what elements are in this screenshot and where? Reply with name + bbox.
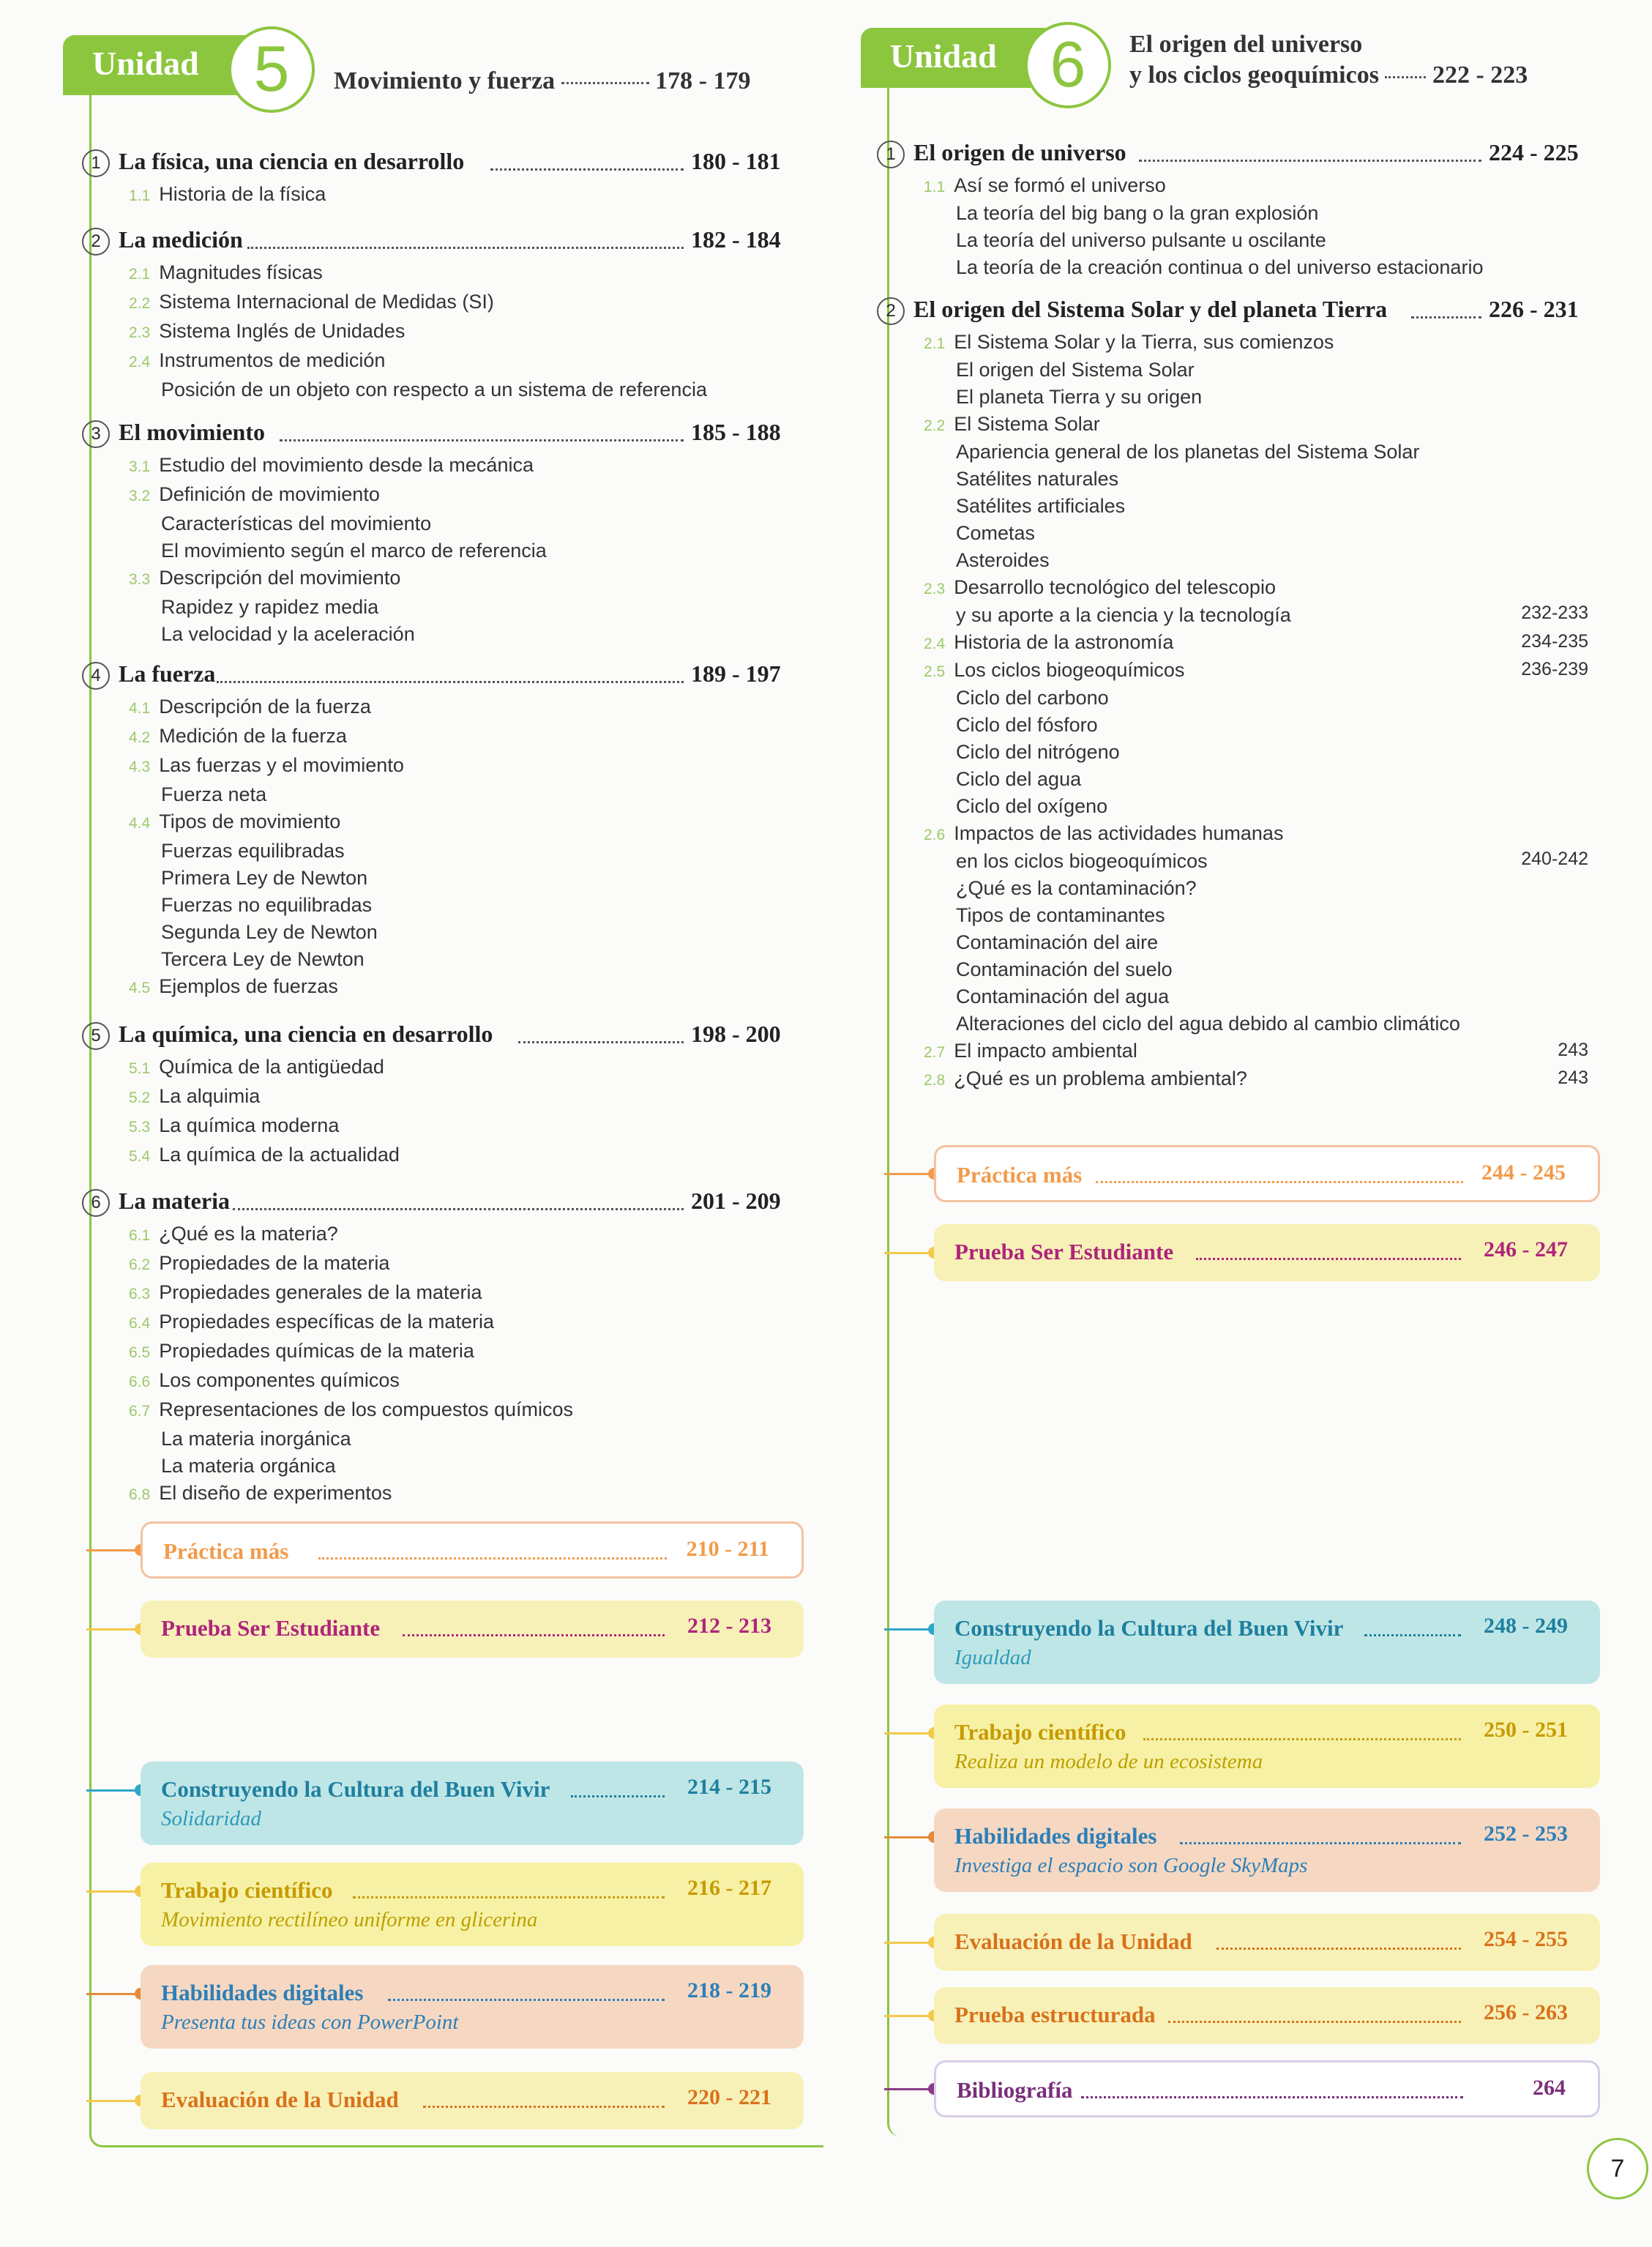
subsection-title: Definición de movimiento — [159, 483, 380, 505]
subsection-title: Química de la antigüedad — [159, 1056, 384, 1078]
subsection[interactable] — [129, 1281, 482, 1304]
unit6-number: 6 — [1025, 22, 1111, 108]
subsection[interactable] — [924, 174, 1166, 197]
subsection[interactable] — [129, 1252, 389, 1275]
subsection-number: 4.3 — [129, 759, 151, 775]
unit5-title-pages: 178 - 179 — [655, 67, 751, 94]
subsection-item[interactable]: Fuerzas equilibradas — [161, 840, 345, 862]
subsection-number: 3.2 — [129, 488, 151, 504]
subsection-item[interactable]: Ciclo del fósforo — [956, 714, 1098, 736]
subsection-number: 6.4 — [129, 1315, 151, 1332]
section-box-subtitle: Realiza un modelo de un ecosistema — [954, 1750, 1263, 1773]
subsection-item[interactable]: La materia orgánica — [161, 1455, 336, 1477]
unit6-title-line1: El origen del universo — [1129, 31, 1363, 58]
subsection-title: ¿Qué es un problema ambiental? — [954, 1067, 1247, 1089]
subsection-title: Desarrollo tecnológico del telescopio — [954, 576, 1276, 598]
subsection-title: Así se formó el universo — [954, 174, 1166, 196]
subsection-title: Las fuerzas y el movimiento — [159, 754, 404, 776]
subsection[interactable] — [924, 1067, 1247, 1090]
chapter-pages: 180 - 181 — [691, 148, 781, 174]
section-box-pages: 212 - 213 — [687, 1614, 771, 1638]
subsection-item[interactable]: La teoría del universo pulsante u oscilante — [956, 229, 1326, 251]
chapter-pages: 198 - 200 — [691, 1021, 781, 1047]
subsection-title: Los ciclos biogeoquímicos — [954, 659, 1185, 681]
subsection-title: La química moderna — [159, 1114, 340, 1136]
subsection[interactable] — [129, 725, 347, 748]
subsection-item[interactable]: Alteraciones del ciclo del agua debido al cambio climático — [956, 1013, 1460, 1035]
subsection[interactable] — [924, 1040, 1137, 1062]
chapter-title[interactable]: El origen del Sistema Solar y del planeta Tierra — [913, 296, 1388, 322]
section-box-trabajo[interactable] — [141, 1863, 804, 1946]
subsection-item[interactable]: El origen del Sistema Solar — [956, 359, 1195, 381]
unit6-title-text: y los ciclos geoquímicos — [1129, 62, 1379, 89]
section-box-trabajo[interactable] — [934, 1704, 1600, 1788]
subsection-title: Propiedades específicas de la materia — [159, 1311, 494, 1333]
section-box-biblio[interactable] — [934, 2060, 1600, 2117]
subsection-number: 2.3 — [924, 581, 946, 597]
subsection[interactable] — [924, 413, 1100, 436]
subsection-item[interactable]: Ciclo del oxígeno — [956, 795, 1108, 817]
subsection-title: Los componentes químicos — [159, 1369, 400, 1391]
subsection[interactable] — [129, 811, 340, 833]
unit5-number: 5 — [228, 26, 315, 113]
section-box-eval2[interactable] — [934, 1987, 1600, 2044]
subsection[interactable] — [924, 659, 1184, 682]
subsection-pages: 236-239 — [1521, 659, 1588, 679]
subsection-number: 4.1 — [129, 700, 151, 717]
subsection-title: Representaciones de los compuestos químicos — [159, 1398, 574, 1420]
section-box-habil[interactable] — [934, 1808, 1600, 1892]
subsection[interactable] — [129, 183, 326, 206]
chapter-number-badge: 5 — [82, 1022, 110, 1050]
section-box-prueba[interactable] — [934, 1224, 1600, 1281]
subsection-title: Estudio del movimiento desde la mecánica — [159, 454, 534, 476]
subsection-item[interactable]: Ciclo del nitrógeno — [956, 741, 1120, 763]
subsection-pages: 243 — [1558, 1040, 1588, 1060]
subsection-number: 6.2 — [129, 1256, 151, 1273]
subsection-title: La química de la actualidad — [159, 1144, 400, 1166]
unit5-label: Unidad — [92, 45, 199, 82]
section-box-label: Trabajo científico — [954, 1719, 1126, 1745]
chapter-number-badge: 4 — [82, 662, 110, 690]
subsection-number: 2.1 — [129, 266, 151, 283]
section-box-eval[interactable] — [141, 2072, 804, 2129]
dot-leader — [1364, 1634, 1461, 1636]
section-box-habil[interactable] — [141, 1965, 804, 2049]
dot-leader — [353, 1896, 665, 1898]
subsection-item[interactable]: La materia inorgánica — [161, 1428, 351, 1450]
chapter-title[interactable]: La física, una ciencia en desarrollo — [119, 148, 465, 174]
subsection-item[interactable]: La teoría del big bang o la gran explosión — [956, 202, 1319, 224]
subsection-title: Instrumentos de medición — [159, 349, 386, 371]
subsection[interactable] — [924, 331, 1334, 354]
subsection-title: El Sistema Solar y la Tierra, sus comienzos — [954, 331, 1334, 353]
subsection-item[interactable]: Asteroides — [956, 549, 1050, 571]
subsection[interactable] — [129, 1482, 392, 1505]
subsection-number: 1.1 — [129, 187, 151, 204]
chapter-number-badge: 2 — [877, 297, 905, 325]
chapter-title[interactable]: El movimiento — [119, 419, 265, 445]
subsection[interactable] — [924, 822, 1283, 845]
subsection-item[interactable]: Características del movimiento — [161, 513, 432, 534]
subsection-number: 6.7 — [129, 1403, 151, 1420]
chapter-pages: 224 - 225 — [1489, 139, 1579, 165]
subsection-number: 2.5 — [924, 663, 946, 680]
dot-leader — [1168, 2021, 1461, 2023]
subsection-title: Medición de la fuerza — [159, 725, 347, 747]
section-box-pages: 256 - 263 — [1484, 2000, 1568, 2024]
section-box-label: Evaluación de la Unidad — [161, 2087, 399, 2112]
subsection-item[interactable]: El planeta Tierra y su origen — [956, 386, 1203, 408]
dot-leader — [1411, 316, 1481, 318]
chapter-title[interactable]: La medición — [119, 226, 243, 253]
dot-leader — [1196, 1258, 1461, 1260]
section-box-subtitle: Movimiento rectilíneo uniforme en glicerina — [161, 1908, 538, 1931]
subsection[interactable] — [129, 349, 385, 372]
section-box-label: Práctica más — [957, 1162, 1083, 1188]
subsection-item[interactable]: ¿Qué es la contaminación? — [956, 877, 1197, 899]
section-box-pages: 216 - 217 — [687, 1876, 771, 1900]
subsection-item[interactable]: Fuerza neta — [161, 783, 267, 805]
subsection-title: El Sistema Solar — [954, 413, 1100, 435]
subsection-number: 2.1 — [924, 335, 946, 352]
subsection[interactable] — [129, 1340, 474, 1363]
dot-leader — [1139, 160, 1481, 162]
section-box-label: Habilidades digitales — [161, 1980, 364, 2005]
subsection[interactable] — [129, 320, 405, 343]
section-box-subtitle: Solidaridad — [161, 1807, 261, 1830]
subsection-item[interactable]: Rapidez y rapidez media — [161, 596, 379, 618]
subsection-number: 3.3 — [129, 571, 151, 588]
chapter-pages: 182 - 184 — [691, 226, 781, 253]
subsection-number: 4.2 — [129, 729, 151, 746]
section-box-practica[interactable] — [141, 1521, 804, 1579]
subsection-item[interactable]: Apariencia general de los planetas del Sistema Solar — [956, 441, 1420, 463]
dot-leader — [1081, 2096, 1463, 2098]
subsection-title: Sistema Internacional de Medidas (SI) — [159, 291, 494, 313]
subsection-number: 4.5 — [129, 980, 151, 996]
subsection-item[interactable]: La velocidad y la aceleración — [161, 623, 415, 645]
section-box-buen[interactable] — [934, 1601, 1600, 1684]
dot-leader — [388, 1999, 665, 2001]
subsection-title: El impacto ambiental — [954, 1040, 1137, 1062]
dot-leader — [518, 1041, 684, 1043]
subsection-item[interactable]: Satélites artificiales — [956, 495, 1126, 517]
subsection[interactable] — [129, 1085, 260, 1108]
dot-leader — [280, 439, 684, 441]
section-box-subtitle: Presenta tus ideas con PowerPoint — [161, 2011, 459, 2034]
subsection-title: Descripción de la fuerza — [159, 696, 371, 718]
subsection-number: 6.1 — [129, 1227, 151, 1244]
subsection[interactable] — [129, 291, 494, 313]
dot-leader — [217, 681, 684, 683]
chapter-title[interactable]: La química, una ciencia en desarrollo — [119, 1021, 493, 1047]
chapter-number-badge: 6 — [82, 1189, 110, 1217]
page-number: 7 — [1587, 2138, 1648, 2199]
subsection[interactable] — [129, 1056, 384, 1078]
subsection-item[interactable]: Satélites naturales — [956, 468, 1119, 490]
subsection[interactable] — [129, 754, 404, 777]
subsection-title: Historia de la astronomía — [954, 631, 1174, 653]
subsection[interactable] — [924, 576, 1276, 599]
subsection-number: 6.6 — [129, 1374, 151, 1390]
subsection-number: 2.3 — [129, 324, 151, 341]
section-box-buen[interactable] — [141, 1762, 804, 1845]
section-box-pages: 254 - 255 — [1484, 1927, 1568, 1951]
section-box-label: Trabajo científico — [161, 1877, 333, 1903]
subsection-item[interactable]: Segunda Ley de Newton — [161, 921, 378, 943]
subsection-item[interactable]: Posición de un objeto con respecto a un sistema de referencia — [161, 379, 707, 400]
subsection-number: 2.4 — [129, 354, 151, 370]
chapter-number-badge: 1 — [877, 141, 905, 168]
subsection[interactable] — [129, 975, 338, 998]
subsection-number: 4.4 — [129, 815, 151, 832]
section-box-prueba[interactable] — [141, 1601, 804, 1658]
subsection[interactable] — [129, 1311, 494, 1333]
chapter-title[interactable]: La materia — [119, 1188, 230, 1214]
subsection-number: 6.5 — [129, 1344, 151, 1361]
subsection-number: 2.2 — [129, 295, 151, 312]
subsection[interactable] — [129, 1223, 338, 1245]
chapter-title[interactable]: El origen de universo — [913, 139, 1126, 165]
subsection-item[interactable]: Ciclo del carbono — [956, 687, 1109, 709]
subsection-title: El diseño de experimentos — [159, 1482, 392, 1504]
subsection-number: 6.8 — [129, 1486, 151, 1503]
section-box-pages: 250 - 251 — [1484, 1718, 1568, 1742]
section-box-label: Evaluación de la Unidad — [954, 1929, 1192, 1954]
section-box-subtitle: Investiga el espacio son Google SkyMaps — [954, 1854, 1308, 1877]
subsection-title: Historia de la física — [159, 183, 326, 205]
subsection-number: 2.2 — [924, 417, 946, 434]
subsection-title: La alquimia — [159, 1085, 261, 1107]
subsection-title: Sistema Inglés de Unidades — [159, 320, 405, 342]
subsection-item[interactable]: El movimiento según el marco de referencia — [161, 540, 547, 562]
section-box-label: Construyendo la Cultura del Buen Vivir — [161, 1776, 550, 1802]
subsection-item[interactable]: Contaminación del agua — [956, 985, 1170, 1007]
subsection-number: 3.1 — [129, 458, 151, 475]
subsection[interactable] — [129, 483, 380, 506]
dot-leader — [247, 247, 684, 249]
subsection-item[interactable]: Fuerzas no equilibradas — [161, 894, 373, 916]
subsection-number: 5.4 — [129, 1148, 151, 1165]
dot-leader — [490, 168, 684, 171]
subsection[interactable] — [129, 454, 534, 477]
subsection[interactable] — [129, 1369, 400, 1392]
subsection[interactable] — [129, 1114, 339, 1137]
chapter-pages: 185 - 188 — [691, 419, 781, 445]
section-box-pages: 246 - 247 — [1484, 1237, 1568, 1262]
subsection-title: Propiedades generales de la materia — [159, 1281, 482, 1303]
section-box-practica[interactable] — [934, 1145, 1600, 1202]
section-box-pages: 248 - 249 — [1484, 1614, 1568, 1638]
subsection[interactable] — [129, 261, 323, 284]
dot-leader — [1385, 76, 1426, 78]
section-box-pages: 214 - 215 — [687, 1775, 771, 1799]
subsection-title: ¿Qué es la materia? — [159, 1223, 338, 1245]
subsection-item[interactable]: y su aporte a la ciencia y la tecnología — [956, 604, 1291, 626]
section-box-label: Prueba Ser Estudiante — [954, 1239, 1174, 1264]
chapter-number-badge: 2 — [82, 228, 110, 256]
section-box-pages: 244 - 245 — [1481, 1160, 1566, 1185]
subsection-pages: 232-233 — [1521, 603, 1588, 623]
subsection-number: 1.1 — [924, 179, 946, 195]
section-box-label: Habilidades digitales — [954, 1823, 1157, 1849]
dot-leader — [1096, 1181, 1463, 1183]
section-box-label: Construyendo la Cultura del Buen Vivir — [954, 1615, 1344, 1641]
chapter-pages: 226 - 231 — [1489, 296, 1579, 322]
section-box-label: Prueba estructurada — [954, 2002, 1156, 2027]
section-box-pages: 220 - 221 — [687, 2085, 771, 2109]
unit6-title-pages: 222 - 223 — [1432, 62, 1528, 89]
dot-leader — [561, 82, 649, 84]
dot-leader — [1143, 1738, 1461, 1740]
subsection[interactable] — [924, 631, 1173, 654]
section-box-pages: 252 - 253 — [1484, 1822, 1568, 1846]
subsection-number: 2.6 — [924, 827, 946, 843]
subsection-title: Ejemplos de fuerzas — [159, 975, 338, 997]
subsection-title: Tipos de movimiento — [159, 811, 341, 832]
section-box-pages: 264 — [1533, 2076, 1566, 2100]
unit6-label: Unidad — [890, 37, 997, 75]
subsection-title: Descripción del movimiento — [159, 567, 401, 589]
dot-leader — [403, 1634, 665, 1636]
subsection-item[interactable]: Tipos de contaminantes — [956, 904, 1165, 926]
subsection-item[interactable]: en los ciclos biogeoquímicos — [956, 850, 1208, 872]
subsection[interactable] — [129, 567, 400, 589]
chapter-title[interactable]: La fuerza — [119, 660, 216, 687]
subsection-number: 2.7 — [924, 1044, 946, 1061]
unit6-title[interactable] — [1129, 62, 1528, 89]
subsection-item[interactable]: Contaminación del aire — [956, 931, 1159, 953]
chapter-pages: 189 - 197 — [691, 660, 781, 687]
subsection-title: Propiedades de la materia — [159, 1252, 390, 1274]
subsection-item[interactable]: Cometas — [956, 522, 1036, 544]
subsection-title: Propiedades químicas de la materia — [159, 1340, 474, 1362]
subsection-number: 2.4 — [924, 636, 946, 652]
subsection-number: 2.8 — [924, 1072, 946, 1089]
chapter-number-badge: 3 — [82, 420, 110, 448]
unit5-title[interactable] — [334, 67, 750, 95]
dot-leader — [571, 1795, 665, 1797]
dot-leader — [233, 1208, 684, 1210]
subsection[interactable] — [129, 1398, 573, 1421]
section-box-label: Bibliografía — [957, 2077, 1073, 2103]
subsection[interactable] — [129, 1144, 400, 1166]
section-box-pages: 210 - 211 — [686, 1537, 769, 1561]
unit5-title-text: Movimiento y fuerza — [334, 67, 556, 94]
section-box-subtitle: Igualdad — [954, 1646, 1031, 1669]
subsection-title: Impactos de las actividades humanas — [954, 822, 1284, 844]
section-box-pages: 218 - 219 — [687, 1978, 771, 2002]
subsection-item[interactable]: Ciclo del agua — [956, 768, 1082, 790]
dot-leader — [1180, 1842, 1461, 1844]
subsection[interactable] — [129, 696, 371, 718]
dot-leader — [1216, 1948, 1461, 1950]
subsection-item[interactable]: Primera Ley de Newton — [161, 867, 368, 889]
section-box-label: Prueba Ser Estudiante — [161, 1615, 381, 1641]
subsection-item[interactable]: Tercera Ley de Newton — [161, 948, 365, 970]
subsection-number: 6.3 — [129, 1286, 151, 1303]
dot-leader — [423, 2106, 665, 2108]
subsection-number: 5.1 — [129, 1060, 151, 1077]
chapter-number-badge: 1 — [82, 149, 110, 177]
subsection-title: Magnitudes físicas — [159, 261, 323, 283]
subsection-item[interactable]: Contaminación del suelo — [956, 958, 1173, 980]
section-box-eval[interactable] — [934, 1914, 1600, 1971]
dot-leader — [318, 1557, 667, 1560]
chapter-pages: 201 - 209 — [691, 1188, 781, 1214]
subsection-item[interactable]: La teoría de la creación continua o del universo estacionario — [956, 256, 1484, 278]
subsection-number: 5.3 — [129, 1119, 151, 1136]
subsection-pages: 243 — [1558, 1067, 1588, 1088]
subsection-pages: 234-235 — [1521, 631, 1588, 652]
section-box-label: Práctica más — [163, 1538, 289, 1564]
subsection-pages: 240-242 — [1521, 849, 1588, 869]
subsection-number: 5.2 — [129, 1089, 151, 1106]
